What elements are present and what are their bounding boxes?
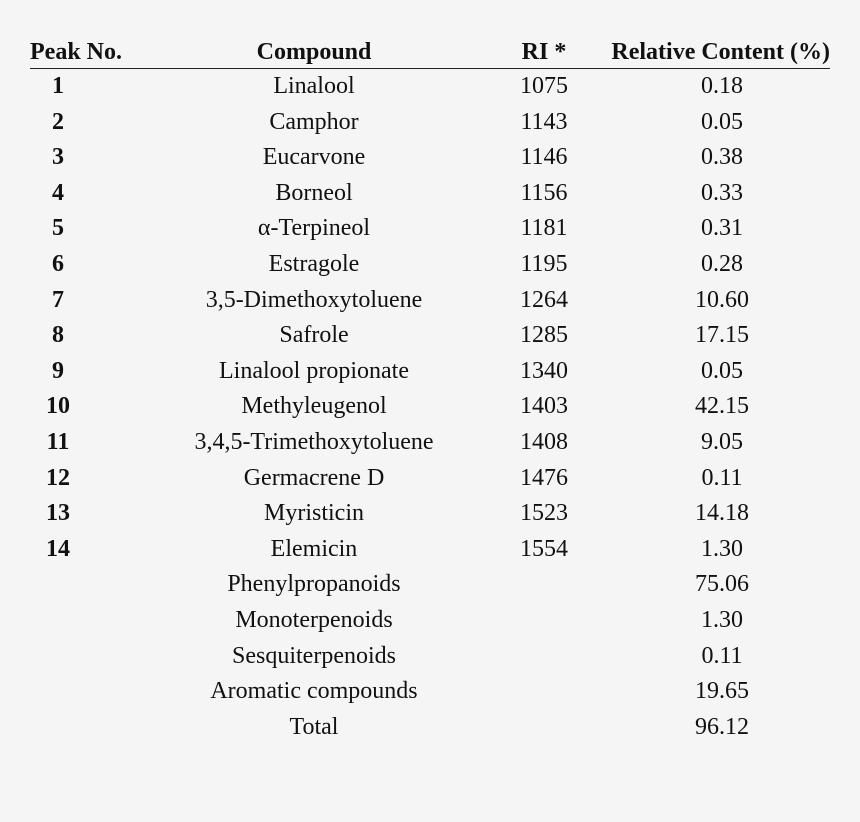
- table-row: [30, 318, 830, 354]
- peak-number: 2: [52, 108, 64, 135]
- table-row: [30, 211, 830, 247]
- empty-cell: [30, 603, 134, 639]
- summary-label: Sesquiterpenoids: [232, 642, 396, 669]
- table-row: [30, 389, 830, 425]
- peak-number: 11: [46, 428, 70, 455]
- summary-label: Aromatic compounds: [210, 678, 418, 705]
- peak-number: 1: [52, 73, 64, 99]
- header-peak-no: Peak No.: [30, 36, 134, 69]
- peak-number: 13: [46, 500, 70, 527]
- retention-index: 1554: [520, 535, 568, 562]
- retention-index: 1146: [520, 144, 568, 171]
- empty-cell: [30, 639, 134, 675]
- compound-name: α-Terpineol: [257, 215, 371, 242]
- table-row: [30, 532, 830, 568]
- table-row: [30, 69, 830, 105]
- compound-name: Camphor: [269, 108, 359, 135]
- summary-row: [30, 603, 830, 639]
- retention-index: 1143: [520, 108, 568, 135]
- summary-content: 96.12: [695, 713, 749, 740]
- header-row: [30, 36, 830, 69]
- relative-content: 0.18: [701, 73, 743, 99]
- relative-content: 1.30: [701, 535, 743, 562]
- summary-row: [30, 674, 830, 710]
- table-row: [30, 247, 830, 283]
- relative-content: 0.11: [701, 464, 743, 491]
- table-row: [30, 283, 830, 319]
- compound-table: [30, 36, 830, 745]
- compound-name: Borneol: [275, 179, 353, 206]
- summary-row: [30, 639, 830, 675]
- summary-content: 75.06: [695, 571, 749, 598]
- table-row: [30, 105, 830, 141]
- compound-name: Germacrene D: [243, 464, 385, 491]
- retention-index: 1075: [520, 73, 568, 99]
- table-row: [30, 461, 830, 497]
- retention-index: 1340: [520, 357, 568, 384]
- peak-number: 6: [52, 250, 64, 277]
- peak-number: 4: [52, 179, 64, 206]
- empty-cell: [30, 710, 134, 746]
- relative-content: 17.15: [695, 322, 749, 349]
- peak-number: 12: [46, 464, 70, 491]
- relative-content: 0.33: [701, 179, 743, 206]
- compound-name: Estragole: [268, 250, 360, 277]
- table-row: [30, 425, 830, 461]
- compound-name: Safrole: [279, 322, 349, 349]
- summary-row: [30, 567, 830, 603]
- retention-index: 1523: [520, 500, 568, 527]
- compound-name: Linalool: [273, 73, 355, 99]
- compound-name: Linalool propionate: [219, 357, 409, 384]
- table-row: [30, 354, 830, 390]
- table-row: [30, 496, 830, 532]
- empty-cell: [494, 710, 594, 746]
- summary-label: Monoterpenoids: [235, 606, 393, 633]
- relative-content: 0.28: [701, 250, 743, 277]
- compound-name: Myristicin: [264, 500, 364, 527]
- compound-name: Eucarvone: [262, 144, 366, 171]
- compound-name: Methyleugenol: [241, 393, 387, 420]
- peak-number: 5: [52, 215, 64, 242]
- compound-name: Elemicin: [270, 535, 358, 562]
- peak-number: 7: [52, 286, 64, 313]
- empty-cell: [30, 674, 134, 710]
- retention-index: 1403: [520, 393, 568, 420]
- relative-content: 9.05: [701, 428, 743, 455]
- summary-content: 19.65: [695, 678, 749, 705]
- table-header: [30, 36, 830, 69]
- relative-content: 0.38: [701, 144, 743, 171]
- peak-number: 3: [52, 144, 64, 171]
- retention-index: 1195: [520, 250, 568, 277]
- peak-number: 8: [52, 322, 64, 349]
- compound-name: 3,5-Dimethoxytoluene: [205, 286, 423, 313]
- table-body: [30, 69, 830, 746]
- empty-cell: [494, 674, 594, 710]
- summary-content: 0.11: [701, 642, 743, 669]
- empty-cell: [494, 567, 594, 603]
- compound-name: 3,4,5-Trimethoxytoluene: [194, 428, 434, 455]
- relative-content: 14.18: [695, 500, 749, 527]
- empty-cell: [30, 567, 134, 603]
- relative-content: 0.05: [701, 108, 743, 135]
- relative-content: 0.31: [701, 215, 743, 242]
- relative-content: 42.15: [695, 393, 749, 420]
- header-compound: Compound: [134, 36, 494, 69]
- empty-cell: [494, 603, 594, 639]
- peak-number: 14: [46, 535, 70, 562]
- empty-cell: [494, 639, 594, 675]
- retention-index: 1476: [520, 464, 568, 491]
- peak-number: 9: [52, 357, 64, 384]
- table-row: [30, 140, 830, 176]
- retention-index: 1181: [520, 215, 568, 242]
- relative-content: 0.05: [701, 357, 743, 384]
- summary-label: Phenylpropanoids: [227, 571, 401, 598]
- header-ri: RI *: [494, 36, 594, 69]
- summary-content: 1.30: [701, 606, 743, 633]
- retention-index: 1264: [520, 286, 568, 313]
- retention-index: 1156: [520, 179, 568, 206]
- header-relative-content: Relative Content (%): [594, 36, 830, 69]
- retention-index: 1285: [520, 322, 568, 349]
- peak-number: 10: [46, 393, 70, 420]
- summary-label: Total: [289, 713, 339, 740]
- relative-content: 10.60: [695, 286, 749, 313]
- retention-index: 1408: [520, 428, 568, 455]
- table-row: [30, 176, 830, 212]
- summary-row: [30, 710, 830, 746]
